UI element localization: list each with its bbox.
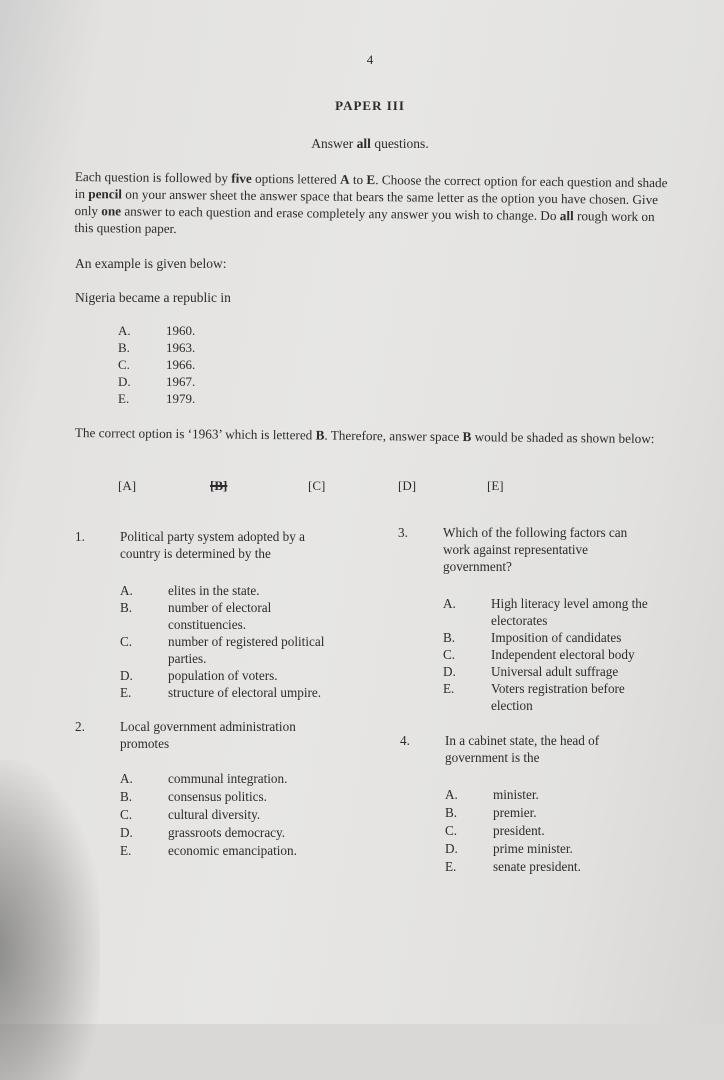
option-letter: E. <box>443 681 455 696</box>
option-letter: A. <box>443 596 456 611</box>
option-line: number of electoral <box>168 600 272 615</box>
option-a <box>120 582 260 599</box>
instr-text: Each question is followed by <box>74 168 232 186</box>
option-text: Independent electoral body <box>491 647 635 662</box>
option-letter: E. <box>120 685 132 700</box>
option-e <box>120 842 297 859</box>
option-a <box>120 770 287 787</box>
option-line: High literacy level among the <box>491 596 648 611</box>
option-e <box>443 680 625 714</box>
option-c <box>120 633 324 667</box>
instructions-paragraph <box>74 168 675 242</box>
option-line: constituencies. <box>168 617 247 632</box>
option-c <box>120 806 260 823</box>
option-text: elites in the state. <box>168 583 260 598</box>
instr-text: to <box>349 171 367 188</box>
option-text <box>491 680 625 714</box>
answer-space-e: [E] <box>487 478 504 493</box>
option-letter: D. <box>118 374 131 389</box>
example-intro: An example is given below: <box>75 256 227 271</box>
option-letter: A. <box>445 787 458 802</box>
question-stem <box>120 528 305 562</box>
stem-line: work against representative <box>443 542 589 557</box>
option-letter: C. <box>443 647 456 662</box>
question-stem <box>443 524 627 575</box>
option-line: parties. <box>168 651 207 666</box>
option-text: grassroots democracy. <box>168 825 286 840</box>
option-text: economic emancipation. <box>168 843 297 858</box>
note-text: . Therefore, answer space <box>324 427 463 445</box>
option-text: 1967. <box>166 374 196 389</box>
question-stem <box>120 718 296 752</box>
question-number: 3. <box>398 525 408 540</box>
answer-space-c: [C] <box>308 478 326 493</box>
instr-bold: A <box>339 171 350 187</box>
option-text: president. <box>493 823 545 838</box>
option-letter: D. <box>120 668 133 683</box>
question-stem <box>445 732 599 766</box>
option-text: 1963. <box>166 340 196 355</box>
option-letter: C. <box>445 823 458 838</box>
option-text: 1966. <box>166 357 196 372</box>
option-letter: D. <box>445 841 458 856</box>
option-text: 1960. <box>166 323 196 338</box>
instr-bold: one <box>101 203 122 219</box>
option-letter: B. <box>118 340 130 355</box>
option-letter: B. <box>120 600 133 615</box>
answer-all-instruction <box>0 136 724 152</box>
option-text <box>168 599 271 633</box>
option-text <box>491 595 648 629</box>
option-e <box>120 684 321 701</box>
option-e <box>445 858 581 875</box>
instr-bold: all <box>559 208 574 224</box>
answer-space-b-shaded: [B] <box>210 478 228 493</box>
option-text: population of voters. <box>168 668 278 683</box>
option-d <box>445 840 573 857</box>
note-text: would be shaded as shown below: <box>471 429 655 447</box>
option-letter: C. <box>118 357 130 372</box>
instr-bold: five <box>231 170 252 186</box>
question-2 <box>75 718 385 868</box>
example-question: Nigeria became a republic in <box>75 290 231 305</box>
option-c <box>443 646 635 663</box>
example-options <box>118 322 195 407</box>
question-4 <box>400 732 700 882</box>
option-text: structure of electoral umpire. <box>168 685 322 700</box>
option-c <box>445 822 545 839</box>
example-option <box>118 373 195 390</box>
stem-line: government is the <box>445 750 540 765</box>
instr-text: rough work on this question paper. <box>74 208 655 237</box>
option-a <box>443 595 648 629</box>
option-letter: A. <box>120 771 133 786</box>
option-d <box>120 824 285 841</box>
stem-line: Local government administration <box>120 719 296 734</box>
instr-text: on your answer sheet the answer space that bears the same letter as the option you have chosen. Give only <box>74 186 659 219</box>
correct-option-note <box>75 424 665 447</box>
answer-space-a: [A] <box>118 478 137 493</box>
option-text: 1979. <box>166 391 196 406</box>
option-b <box>120 599 271 633</box>
instr-bold: E <box>366 172 376 188</box>
option-text: Imposition of candidates <box>491 630 622 645</box>
example-option <box>118 322 195 339</box>
example-option <box>118 390 195 407</box>
note-bold: B <box>315 427 325 443</box>
option-a <box>445 786 539 803</box>
answer-space-d: [D] <box>398 478 417 493</box>
option-letter: C. <box>120 807 133 822</box>
option-letter: B. <box>120 789 133 804</box>
option-letter: A. <box>118 323 131 338</box>
option-letter: B. <box>443 630 456 645</box>
option-text: prime minister. <box>493 841 573 856</box>
option-text: premier. <box>493 805 537 820</box>
option-d <box>443 663 618 680</box>
stem-line: promotes <box>120 736 170 751</box>
paper-title: PAPER III <box>335 98 405 113</box>
option-letter: D. <box>120 825 133 840</box>
stem-line: country is determined by the <box>120 546 271 561</box>
option-text: consensus politics. <box>168 789 267 804</box>
stem-line: government? <box>443 559 512 574</box>
example-option <box>118 356 195 373</box>
option-b <box>443 629 621 646</box>
option-d <box>120 667 278 684</box>
answer-all-post: questions. <box>370 136 429 151</box>
question-1 <box>75 528 385 708</box>
question-number: 4. <box>400 733 410 748</box>
option-line: number of registered political <box>168 634 325 649</box>
option-letter: B. <box>445 805 458 820</box>
option-b <box>120 788 267 805</box>
option-text: communal integration. <box>168 771 288 786</box>
option-letter: E. <box>120 843 132 858</box>
option-line: electorates <box>491 613 548 628</box>
stem-line: Political party system adopted by a <box>120 529 305 544</box>
answer-all-pre: Answer <box>311 136 357 151</box>
instr-text: answer to each question and erase completely any answer you wish to change. Do <box>121 203 560 224</box>
stem-line: In a cabinet state, the head of <box>445 733 600 748</box>
option-text: senate president. <box>493 859 581 874</box>
note-text: The correct option is ‘1963’ which is lettered <box>74 424 316 443</box>
page-number: 4 <box>366 52 374 67</box>
option-line: Voters registration before <box>491 681 625 696</box>
option-letter: A. <box>120 583 133 598</box>
option-line: election <box>491 698 533 713</box>
note-bold: B <box>462 429 472 445</box>
example-option <box>118 339 195 356</box>
question-number: 2. <box>75 719 85 734</box>
option-b <box>445 804 537 821</box>
instr-text: options lettered <box>251 170 341 187</box>
option-letter: E. <box>118 391 130 406</box>
option-letter: C. <box>120 634 133 649</box>
option-text: cultural diversity. <box>168 807 261 822</box>
option-letter: D. <box>443 664 456 679</box>
instr-bold: pencil <box>88 186 123 202</box>
option-letter: E. <box>445 859 457 874</box>
option-text: Universal adult suffrage <box>491 664 619 679</box>
question-number: 1. <box>75 529 85 544</box>
question-3 <box>398 524 698 724</box>
answer-all-bold: all <box>356 136 371 151</box>
option-text: minister. <box>493 787 539 802</box>
instr-text: . Choose the correct option for each question and shade in <box>74 172 668 202</box>
option-text <box>168 633 324 667</box>
stem-line: Which of the following factors can <box>443 525 628 540</box>
